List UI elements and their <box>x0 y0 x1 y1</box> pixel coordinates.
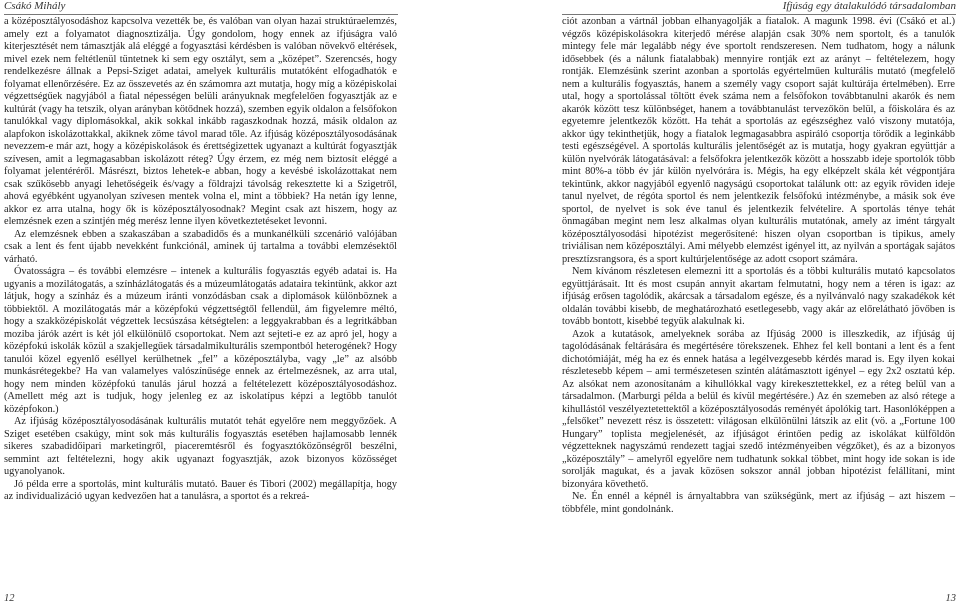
page-number-right: 13 <box>945 593 956 604</box>
paragraph: Ne. Én ennél a képnél is árnyaltabbra van szükségünk, mert az ifjúság – azt hiszem – többféle, mint gondolnánk. <box>562 491 955 515</box>
paragraph: Azok a kutatások, amelyeknek sorába az Ifjúság 2000 is illeszkedik, az ifjúság új tagolódásának feltárására és megértésére törekszenek. Ehhez fel kell bontani a lent és a fent dichotómiáját, még ha ez és ennek hatása a legélvezgesebb kérdés marad is. Egy ilyen kokai részletesebb képem – ami természetesen szintén alátámasztott igényel – egy 2x2 osztatú kép. Az alsókat nem azonosítanám a kihullókkal vagy kirekesztettekkel, ez a réteg belül van a társadalmon. (Marburgi példa a belül és kívül megértésére.) Az én szemeben az alsó rétege a kihullástól veszélyeztetettektől a középosztályosodás reményét ápolókig tart. Hasonlóképpen a „felsőket” nevezett rész is összetett: világosan elkülönülni látszik az elit (vö. a „Fortune 100 Hungary” toplista megjelenését, az ifjúságot érintően pedig az iskolákat külföldön végzetteknek nagyszámú rendezett tagjai szedő intézményeiben végzőket), és az a bizonyos „középosztály” – amelyről egyelőre nem tudhatunk sokkal többet, mint hogy ide sokan is ide sorolják magukat, és a javak közösen sokszor annál jobban hipotézist felállítani, mint bizonyára követhető. <box>562 328 955 490</box>
paragraph: Óvatosságra – és további elemzésre – intenek a kulturális fogyasztás egyéb adatai is. Ha ugyanis a mozilátogatás, a színházlátogatás és a múzeumlátogatás adataira tekintünk, akkor azt látjuk, hogy a színház és a múzeum iránti vonzódásban csak a diplomások különböznek a többiektől. A mozilátogatás már a középfokú végzettségtől fellendül, ám figyelemre méltó, hogy a szakközépiskolát végzettek lecsúszása kétségtelen: a leggyakrabban és a legritkábban moziba járók azért is két jól elkülönülő csoportokat. Nem azt sejteti-e ez az apró jel, hogy a középfokú iskolák közül a szakjellegűek társadalmikulturális szempontból heterogének? Hogy tanulói közel egyenlő eséllyel kerülhetnek „fel” a középosztályba, vagy „le” az alsóbb munkásrétegekbe? Ha van valamelyes valószínűsége ennek az értelmezésnek, az arra utal, hogy nem minden középfokú tanulás járul hozzá a feltételezett középosztályosodáshoz. (Amellett még azt is tudjuk, hogy jelenleg ez az iskolatípus képzi a legtöbb tanulót középfokon.) <box>4 266 397 415</box>
paragraph: Az ifjúság középosztályosodásának kulturális mutatót tehát egyelőre nem meggyőzőek. A Sziget esetében csakúgy, mint sok más kulturális fogyasztás esetében hajlamosabb lennék sikeres szabadidőipari marketingről, piaceremtésről és fogyasztóközönségről beszélni, semmint azt feltételezni, hogy akik ugyanazt fogyasztják, azok bizonyos közösséget ugyanolyanok. <box>4 416 397 477</box>
paragraph: Jó példa erre a sportolás, mint kulturális mutató. Bauer és Tibori (2002) megállapítja, hogy az individualizáció ugyan kedvezően hat a tanulásra, a sportot és a rekreá- <box>4 478 397 502</box>
right-column <box>562 16 955 516</box>
paragraph: Az elemzésnek ebben a szakaszában a szabadidős és a munkanélküli szcenárió valójában csak a lent és fent újabb nevekként funkciónál, aminek új tartalma a további elemzésektől várható. <box>4 228 397 265</box>
running-head-right: Ifjúság egy átalakulódó társadalomban <box>782 0 956 12</box>
running-head-left: Csákó Mihály <box>4 0 66 12</box>
paragraph: ciót azonban a vártnál jobban elhanyagolják a fiatalok. A magunk 1998. évi (Csákó et al.) végzős középiskolásokra kiterjedő mérése alapján csak 30% nem sportolt, és a tanulók mintegy fele már legalább négy éve sportolt rendszeresen. Nem tudhatom, hogy a nálunk idősebbek (és a nálunk fiatalabbak) mennyire rontják ezt az arányt – feltételezem, hogy rontják. Elemzésünk szerint azonban a sportolás egyértelműen kulturális mutató (megfelelő nem a kulturális fogyasztás, hanem a személy vagy csoport saját kultúrája értelmében). Erre utal, hogy a sportolással töltött évek száma nem a felsőfokon továbbtanulni akarók és nem akarók között tesz különbséget, hanem a továbbtanulást tervezőkön belül, a főiskolára és az egyetemre jelentkezők között. Ha tehát a sportolás az egészséghez való viszony mutatója, akkor úgy tekinthetjük, hogy a fiatalok legmagasabbra aspiráló csoportja törődik a leginkább testi egészségével. A sportolás kulturális jelentőségét az is mutatja, hogy gyakran együttjár a külön nyelvórák látogatásával: a felsőfokra jelentkezők között a hosszabb ideje sportolók több mint 80%-a több év jár külön nyelvórára is. Mégis, ha egy elképzelt skála két végpontjára tekintünk, akkor nagyjából egyenlő nagyságú csoportokat találunk ott: az egyik röviden ideje tanul nyelvet, de régóta sportol és nem jelentkezik felsőfokú intézménybe, a másik sok éve sportol, de nyelvet is sok éve tanul és jelentkezik felvételire. A sportolás ténye tehát önmagában megint nem lesz alkalmas olyan kulturális mutatónak, amely az imént tárgyalt középosztályosodási hipotézist megerősítené: hiszen olyan csoportban is tipikus, amely triviálisan nem középosztályi. Ami mélyebb elemzést igényel itt, az nyilván a sportágak sajátos presztízsrangsora, és a sport kultúrjelentősége az adott csoport számára. <box>562 16 955 265</box>
header-rule-right <box>562 14 956 15</box>
header-rule-left <box>4 14 398 15</box>
page-number-left: 12 <box>4 593 15 604</box>
paragraph: Nem kívánom részletesen elemezni itt a sportolás és a többi kulturális mutató kapcsolatos együttjárásait. Itt és most csupán annyit akartam felmutatni, hogy nem a téren is igaz: az ifjúság erősen tagolódik, akárcsak a társadalom egésze, és a nyilvánvaló nagy szakadékok két oldalán további kisebb, de meghatározható esetlegesebb, vagy akár az előrelátható jövőben is tovább bontott, kisebbé tegyük alakulnak ki. <box>562 266 955 327</box>
paragraph: a középosztályosodáshoz kapcsolva vezették be, és valóban van olyan hazai struktúraelemzés, amely ezt a folyamatot diagnosztizálja. Úgy gondolom, hogy ennek az ifjúságra való kiterjesztését nem támasztják alá eléggé a fogyasztási kérdésben is valóban növekvő eltérések, mivel ezek nem feltétlenül tüntetnek ki sem egy osztályt, sem a „középet”. Szerencsés, hogy rendelkezésre állnak a Pepsi-Sziget adatai, amelyek kulturális mutatóként elfogadhatók e folyamat ellenőrzésére. Ez az összevetés az én számomra azt mutatja, hogy míg a középiskolai végzettségűek nagyjából a fiatal népességen belüli arányuknak megfelelően fogyasztják az e kultúrát (vagy ha tetszik, olyan arányban kötődnek hozzá), szemben egyik oldalon a felsőfokon tanulókkal vagy diplomásokkal, akik sokkal inkább ragaszkodnak hozzá, másik oldalon az alapfokon iskolázottakkal, akiknek zöme távol marad tőle. Az ifjúság középosztályosodásának nevezzem-e már azt, hogy a középiskolások és érettségizettek ugyanazt a kultúrát fogyasztják szívesen, amit a legmagasabban iskolázott réteg? Úgy érzem, ez még nem biztosít eléggé a folyamat jelentéréről. Másrészt, biztos lehetek-e abban, hogy a kevésbé iskolázottakat nem csak szűkösebb anyagi lehetőségeik és/vagy a földrajzi távolság rekesztette ki a Szigetről, ahová egyébként ugyanolyan szívesen mentek volna el, mint a többiek? Ha netán így lenne, akkor ez arra utalna, hogy ők is középosztályosodnak? Megint csak azt hiszem, hogy az elemzésnek ezen a szintjén még merész lenne ilyen következtetéseket levonni. <box>4 16 397 227</box>
left-column <box>4 16 397 504</box>
